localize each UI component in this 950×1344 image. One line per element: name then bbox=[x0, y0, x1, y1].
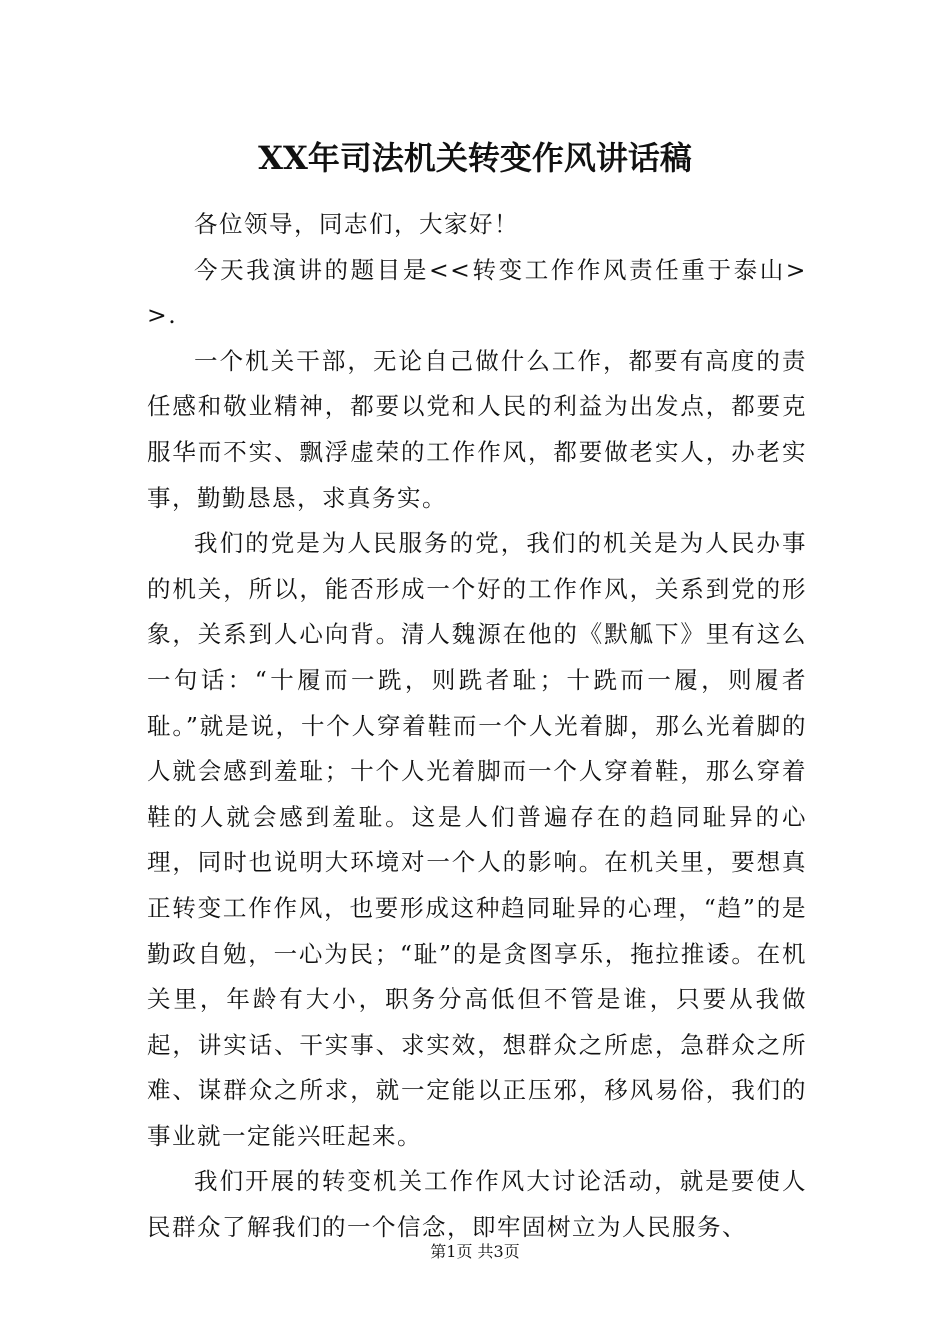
paragraph-2: 我们的党是为人民服务的党，我们的机关是为人民办事的机关，所以，能否形成一个好的工作作风，关系到党的形象，关系到人心向背。清人魏源在他的《默觚下》里有这么一句话：“十履而一跣，则跣者耻；十跣而一履，则履者耻。”就是说，十个人穿着鞋而一个人光着脚，那么光着脚的人就会感到羞耻；十个人光着脚而一个人穿着鞋，那么穿着鞋的人就会感到羞耻。这是人们普遍存在的趋同耻异的心理，同时也说明大环境对一个人的影响。在机关里，要想真正转变工作作风，也要形成这种趋同耻异的心理，“趋”的是勤政自勉，一心为民；“耻”的是贪图享乐，拖拉推诿。在机关里，年龄有大小，职务分高低但不管是谁，只要从我做起，讲实话、干实事、求实效，想群众之所虑，急群众之所难、谋群众之所求，就一定能以正压邪，移风易俗，我们的事业就一定能兴旺起来。 bbox=[147, 529, 807, 1150]
page-footer: 第1页 共3页 bbox=[430, 1242, 520, 1261]
document-title: XX年司法机关转变作风讲话稿 bbox=[258, 139, 692, 177]
document-body bbox=[147, 202, 807, 1251]
paragraph-1: 一个机关干部，无论自己做什么工作，都要有高度的责任感和敬业精神，都要以党和人民的利益为出发点，都要克服华而不实、飘浮虚荣的工作作风，都要做老实人，办老实事，勤勤恳恳，求真务实。 bbox=[147, 346, 807, 512]
paragraph-3: 我们开展的转变机关工作作风大讨论活动，就是要使人民群众了解我们的一个信念，即牢固树立为人民服务、 bbox=[147, 1167, 807, 1242]
paragraph-topic: 今天我演讲的题目是<<转变工作作风责任重于泰山>>. bbox=[147, 255, 807, 330]
paragraph-greeting: 各位领导，同志们，大家好！ bbox=[194, 210, 519, 238]
